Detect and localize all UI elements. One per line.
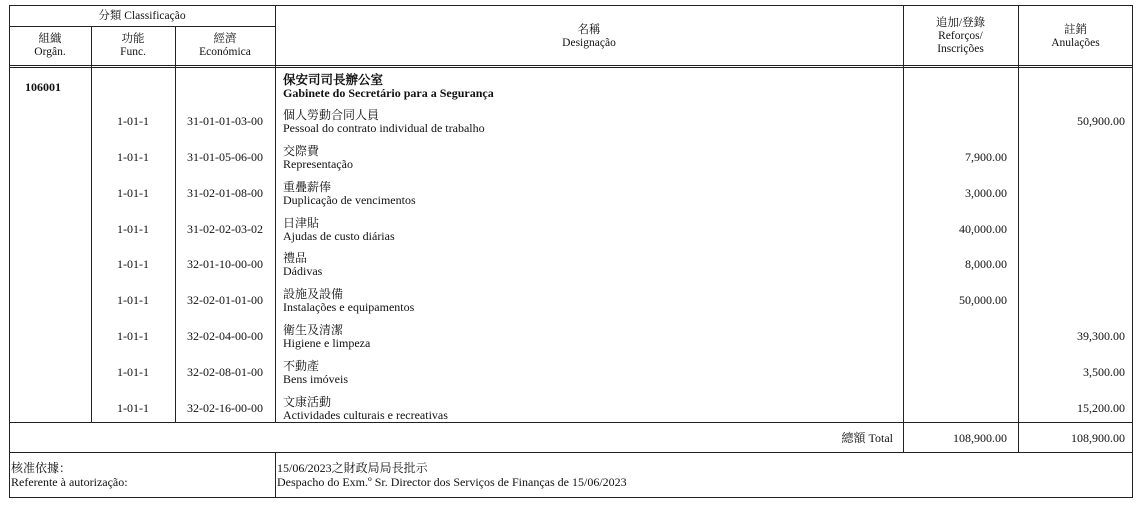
row-func: 1-01-1 [117,114,149,128]
organ-code: 106001 [25,80,61,94]
row-desig-pt: Duplicação de vencimentos [283,193,416,207]
total-anulacoes: 108,900.00 [1071,431,1125,445]
row-desig-zh: 禮品 [283,251,308,265]
header-anul-pt: Anulações [1051,37,1100,49]
col-line-5 [1018,5,1019,453]
row-desig-zh: 不動產 [283,359,320,373]
header-func-pt: Func. [120,46,146,58]
row-desig-zh: 日津貼 [283,216,320,230]
table-border-right [1132,5,1133,498]
row-desig-zh: 設施及設備 [283,287,344,301]
row-desig-pt: Higiene e limpeza [283,336,371,350]
table-border-left [9,5,10,498]
row-anulacao: 39,300.00 [1077,329,1125,343]
row-econ: 31-01-05-06-00 [187,150,263,164]
row-func: 1-01-1 [117,293,149,307]
header-reforcos-pt2: Inscrições [937,43,984,55]
row-func: 1-01-1 [117,222,149,236]
row-desig-pt: Dádivas [283,264,323,278]
footer-label-zh: 核准依據： [11,461,72,475]
header-desig-pt: Designação [562,37,616,49]
row-anulacao: 15,200.00 [1077,401,1125,415]
total-reforcos: 108,900.00 [953,431,1007,445]
row-desig-zh: 交際費 [283,144,320,158]
header-bottom-line [9,65,1133,66]
row-reforco: 3,000.00 [965,186,1007,200]
table-border-bottom [9,497,1133,498]
row-econ: 31-01-01-03-00 [187,114,263,128]
row-desig-zh: 個人勞動合同人員 [283,108,380,122]
row-reforco: 50,000.00 [959,293,1007,307]
header-reforcos-pt1: Reforços/ [938,30,983,42]
footer-col-line [275,452,276,498]
total-top-line [9,422,1133,423]
total-label: 總額 Total [841,431,893,445]
header-reforcos-zh: 追加/登錄 [935,17,986,29]
col-line-3 [275,5,276,422]
row-reforco: 40,000.00 [959,222,1007,236]
row-desig-pt: Ajudas de custo diárias [283,229,395,243]
row-desig-zh: 文康活動 [283,395,332,409]
row-reforco: 8,000.00 [965,257,1007,271]
row-func: 1-01-1 [117,150,149,164]
row-desig-pt: Instalações e equipamentos [283,300,415,314]
row-desig-zh: 重疊薪俸 [283,180,332,194]
row-desig-zh: 衛生及清潔 [283,323,344,337]
header-anul-zh: 註銷 [1064,24,1087,36]
table-border-top [9,5,1133,6]
row-desig-pt: Bens imóveis [283,372,348,386]
header-econ-pt: Económica [199,46,251,58]
budget-table [9,5,1133,498]
entity-name-pt: Gabinete do Secretário para a Segurança [283,86,494,100]
header-desig-zh: 名稱 [577,24,601,36]
row-func: 1-01-1 [117,329,149,343]
row-desig-pt: Representação [283,157,353,171]
row-reforco: 7,900.00 [965,150,1007,164]
row-econ: 31-02-01-08-00 [187,186,263,200]
header-econ-zh: 經濟 [213,33,237,45]
row-econ: 32-01-10-00-00 [187,257,263,271]
total-bottom-line [9,452,1133,453]
row-anulacao: 50,900.00 [1077,114,1125,128]
footer-label-pt: Referente à autorização: [11,475,128,489]
row-func: 1-01-1 [117,365,149,379]
header-subline [9,26,275,27]
footer-text-pt: Despacho do Exm.º Sr. Director dos Serviços de Finanças de 15/06/2023 [277,475,627,489]
entity-name-zh: 保安司司長辦公室 [283,73,384,87]
row-desig-pt: Actividades culturais e recreativas [283,408,448,422]
row-econ: 32-02-08-01-00 [187,365,263,379]
row-econ: 32-02-16-00-00 [187,401,263,415]
header-classificacao: 分類 Classificação [98,10,186,22]
header-organ-zh: 組織 [38,33,62,45]
row-func: 1-01-1 [117,186,149,200]
row-func: 1-01-1 [117,257,149,271]
header-organ-pt: Orgân. [34,46,66,58]
row-econ: 32-02-04-00-00 [187,329,263,343]
header-bottom-line-double [9,67,1133,68]
row-econ: 31-02-02-03-02 [187,222,263,236]
row-func: 1-01-1 [117,401,149,415]
row-desig-pt: Pessoal do contrato individual de trabalho [283,121,485,135]
row-econ: 32-02-01-01-00 [187,293,263,307]
row-anulacao: 3,500.00 [1083,365,1125,379]
header-func-zh: 功能 [121,33,145,45]
footer-text-zh: 15/06/2023之財政局局長批示 [277,461,428,475]
